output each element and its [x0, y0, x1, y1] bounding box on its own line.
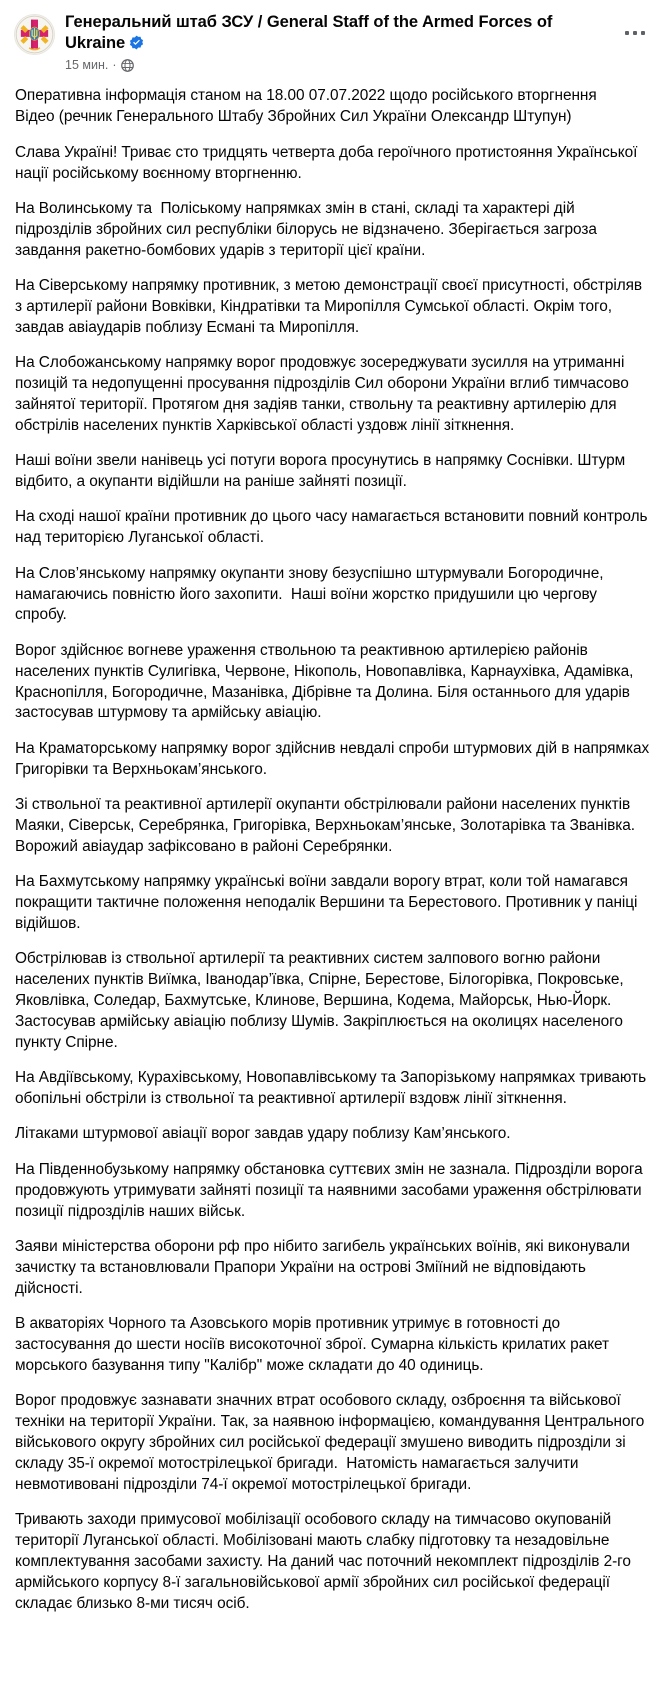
author-name[interactable]: Генеральний штаб ЗСУ / General Staff of the Armed Forces of Ukraine	[65, 13, 553, 53]
post-paragraph: Оперативна інформація станом на 18.00 07.07.2022 щодо російського вторгнення	[15, 87, 597, 105]
post-paragraph: Слава Україні! Триває сто тридцять четверта доба героїчного протистояння Української нації російському воєнному вторгненню.	[15, 143, 642, 182]
post-paragraph: На Волинському та Поліському напрямках змін в стані, складі та характері дій підрозділів збройних сил республіки білорусь не відзначено. Зберігається загроза завдання ракетно-бомбових ударів з території цієї країни.	[15, 199, 602, 259]
post-header	[0, 0, 665, 73]
post-header-text	[65, 12, 653, 73]
post-paragraph: На Авдіївському, Курахівському, Новопавлівському та Запорізькому напрямках тривають обопільні обстріли із ствольної та реактивної артилерії вздовж лінії зіткнення.	[15, 1069, 651, 1108]
post-paragraph: На Бахмутському напрямку українські воїни завдали ворогу втрат, коли той намагався покращити тактичне положення неподалік Вершини та Берестового. Противник у паніці відійшов.	[15, 873, 642, 932]
verified-badge-icon	[129, 35, 144, 50]
post-timestamp[interactable]: 15 мин.	[65, 58, 109, 73]
post-paragraph: Зі ствольної та реактивної артилерії окупанти обстрілювали райони населених пунктів Маяки, Сіверськ, Серебрянка, Григорівка, Верхньокам’янське, Золотарівка та Званівка. Ворожий авіаудар зафіксовано в районі Серебрянки.	[15, 796, 640, 855]
meta-separator: ·	[112, 58, 117, 73]
post-paragraph: Літаками штурмової авіації ворог завдав удару поблизу Кам’янського.	[15, 1125, 511, 1143]
post-paragraph: Наші воїни звели нанівець усі потуги ворога просунутись в напрямку Соснівки. Штурм відбито, а окупанти відійшли на раніше зайняті позиції.	[15, 452, 630, 491]
post-paragraph: Тривають заходи примусової мобілізації особового складу на тимчасово окупованій території Луганської області. Мобілізовані мають слабку підготовку та незадовільне комплектування засобами захисту. На даний час поточний некомплект підрозділів 2-го армійського корпусу 8-ї загальновійськової армії збройних сил російської федерації складає близько 8-ми тисяч осіб.	[15, 1511, 636, 1612]
post-paragraph: На Слобожанському напрямку ворог продовжує зосереджувати зусилля на утриманні позицій та недопущенні просування підрозділів Сил оборони України вглиб тимчасово зайнятої території. Протягом дня задіяв танки, ствольну та реактивну артилерію для обстрілів населених пунктів Харківської області уздовж лінії зіткнення.	[15, 354, 633, 434]
general-staff-emblem-icon	[15, 15, 54, 54]
post-paragraph: На Краматорському напрямку ворог здійснив невдалі спроби штурмових дій в напрямках Григорівки та Верхньокам’янського.	[15, 739, 654, 778]
globe-icon[interactable]	[121, 59, 134, 72]
post-paragraph: На Слов’янському напрямку окупанти знову безуспішно штурмували Богородичне, намагаючись повністю його захопити. Наші воїни жорстко придушили цю чергову спробу.	[15, 564, 608, 624]
post-paragraph: Ворог здійснює вогневе ураження ствольною та реактивною артилерією районів населених пунктів Сулигівка, Червоне, Нікополь, Новопавлівка, Карнаухівка, Адамівка, Краснопілля, Богородичне, Мазанівка, Дібрівне та Долина. Біля останнього для ударів застосував штурмову та армійську авіацію.	[15, 641, 638, 722]
avatar[interactable]	[14, 14, 55, 55]
post-paragraph: В акваторіях Чорного та Азовського морів противник утримує в готовності до застосування до шести носіїв високоточної зброї. Сумарна кількість крилатих ракет морського базування типу "Калібр" може складати до 40 одиниць.	[15, 1315, 614, 1374]
post-paragraph: На Сіверському напрямку противник, з метою демонстрації своєї присутності, обстріляв з артилерії райони Вовківки, Кіндратівки та Миропілля Сумської області. Окрім того, завдав авіаударів поблизу Есмані та Миропілля.	[15, 277, 647, 336]
post-body	[0, 73, 665, 1628]
author-line	[65, 12, 613, 54]
post-paragraph: На сході нашої країни противник до цього часу намагається встановити повний контроль над територією Луганської області.	[15, 508, 652, 547]
post-paragraph: Заяви міністерства оборони рф про нібито загибель українських воїнів, які виконували зачистку та встановлювали Прапори України на острові Зміїний не відповідають дійсності.	[15, 1237, 635, 1297]
post-options-button[interactable]	[618, 16, 652, 50]
post-paragraph: Відео (речник Генерального Штабу Збройних Сил України Олександр Штупун)	[15, 108, 572, 126]
post-paragraph: На Південнобузькому напрямку обстановка суттєвих змін не зазнала. Підрозділи ворога продовжують утримувати зайняті позиції та наявними засобами ураження обстрілювати позиції підрозділів наших військ.	[15, 1160, 647, 1220]
post-meta	[65, 57, 613, 73]
post-paragraph: Ворог продовжує зазнавати значних втрат особового складу, озброєння та військової техніки на території України. Так, за наявною інформацією, командування Центрального військового округу збройних сил російської федерації змушено виводить підрозділи зі складу 35-ї окремої мотострілецької бригади. Натомість намагається залучити невмотивовані підрозділи 74-ї окремої мотострілецької бригади.	[15, 1392, 649, 1493]
post-paragraph: Обстрілював із ствольної артилерії та реактивних систем залпового вогню райони населених пунктів Виїмка, Іванодар’ївка, Спірне, Берестове, Білогорівка, Покровське, Яковлівка, Соледар, Бахмутське, Клинове, Вершина, Кодема, Майорськ, Нью-Йорк. Застосував армійську авіацію поблизу Шумів. Закріплюється на околицях населеного пункту Спірне.	[15, 950, 628, 1051]
ellipsis-icon	[625, 31, 646, 36]
